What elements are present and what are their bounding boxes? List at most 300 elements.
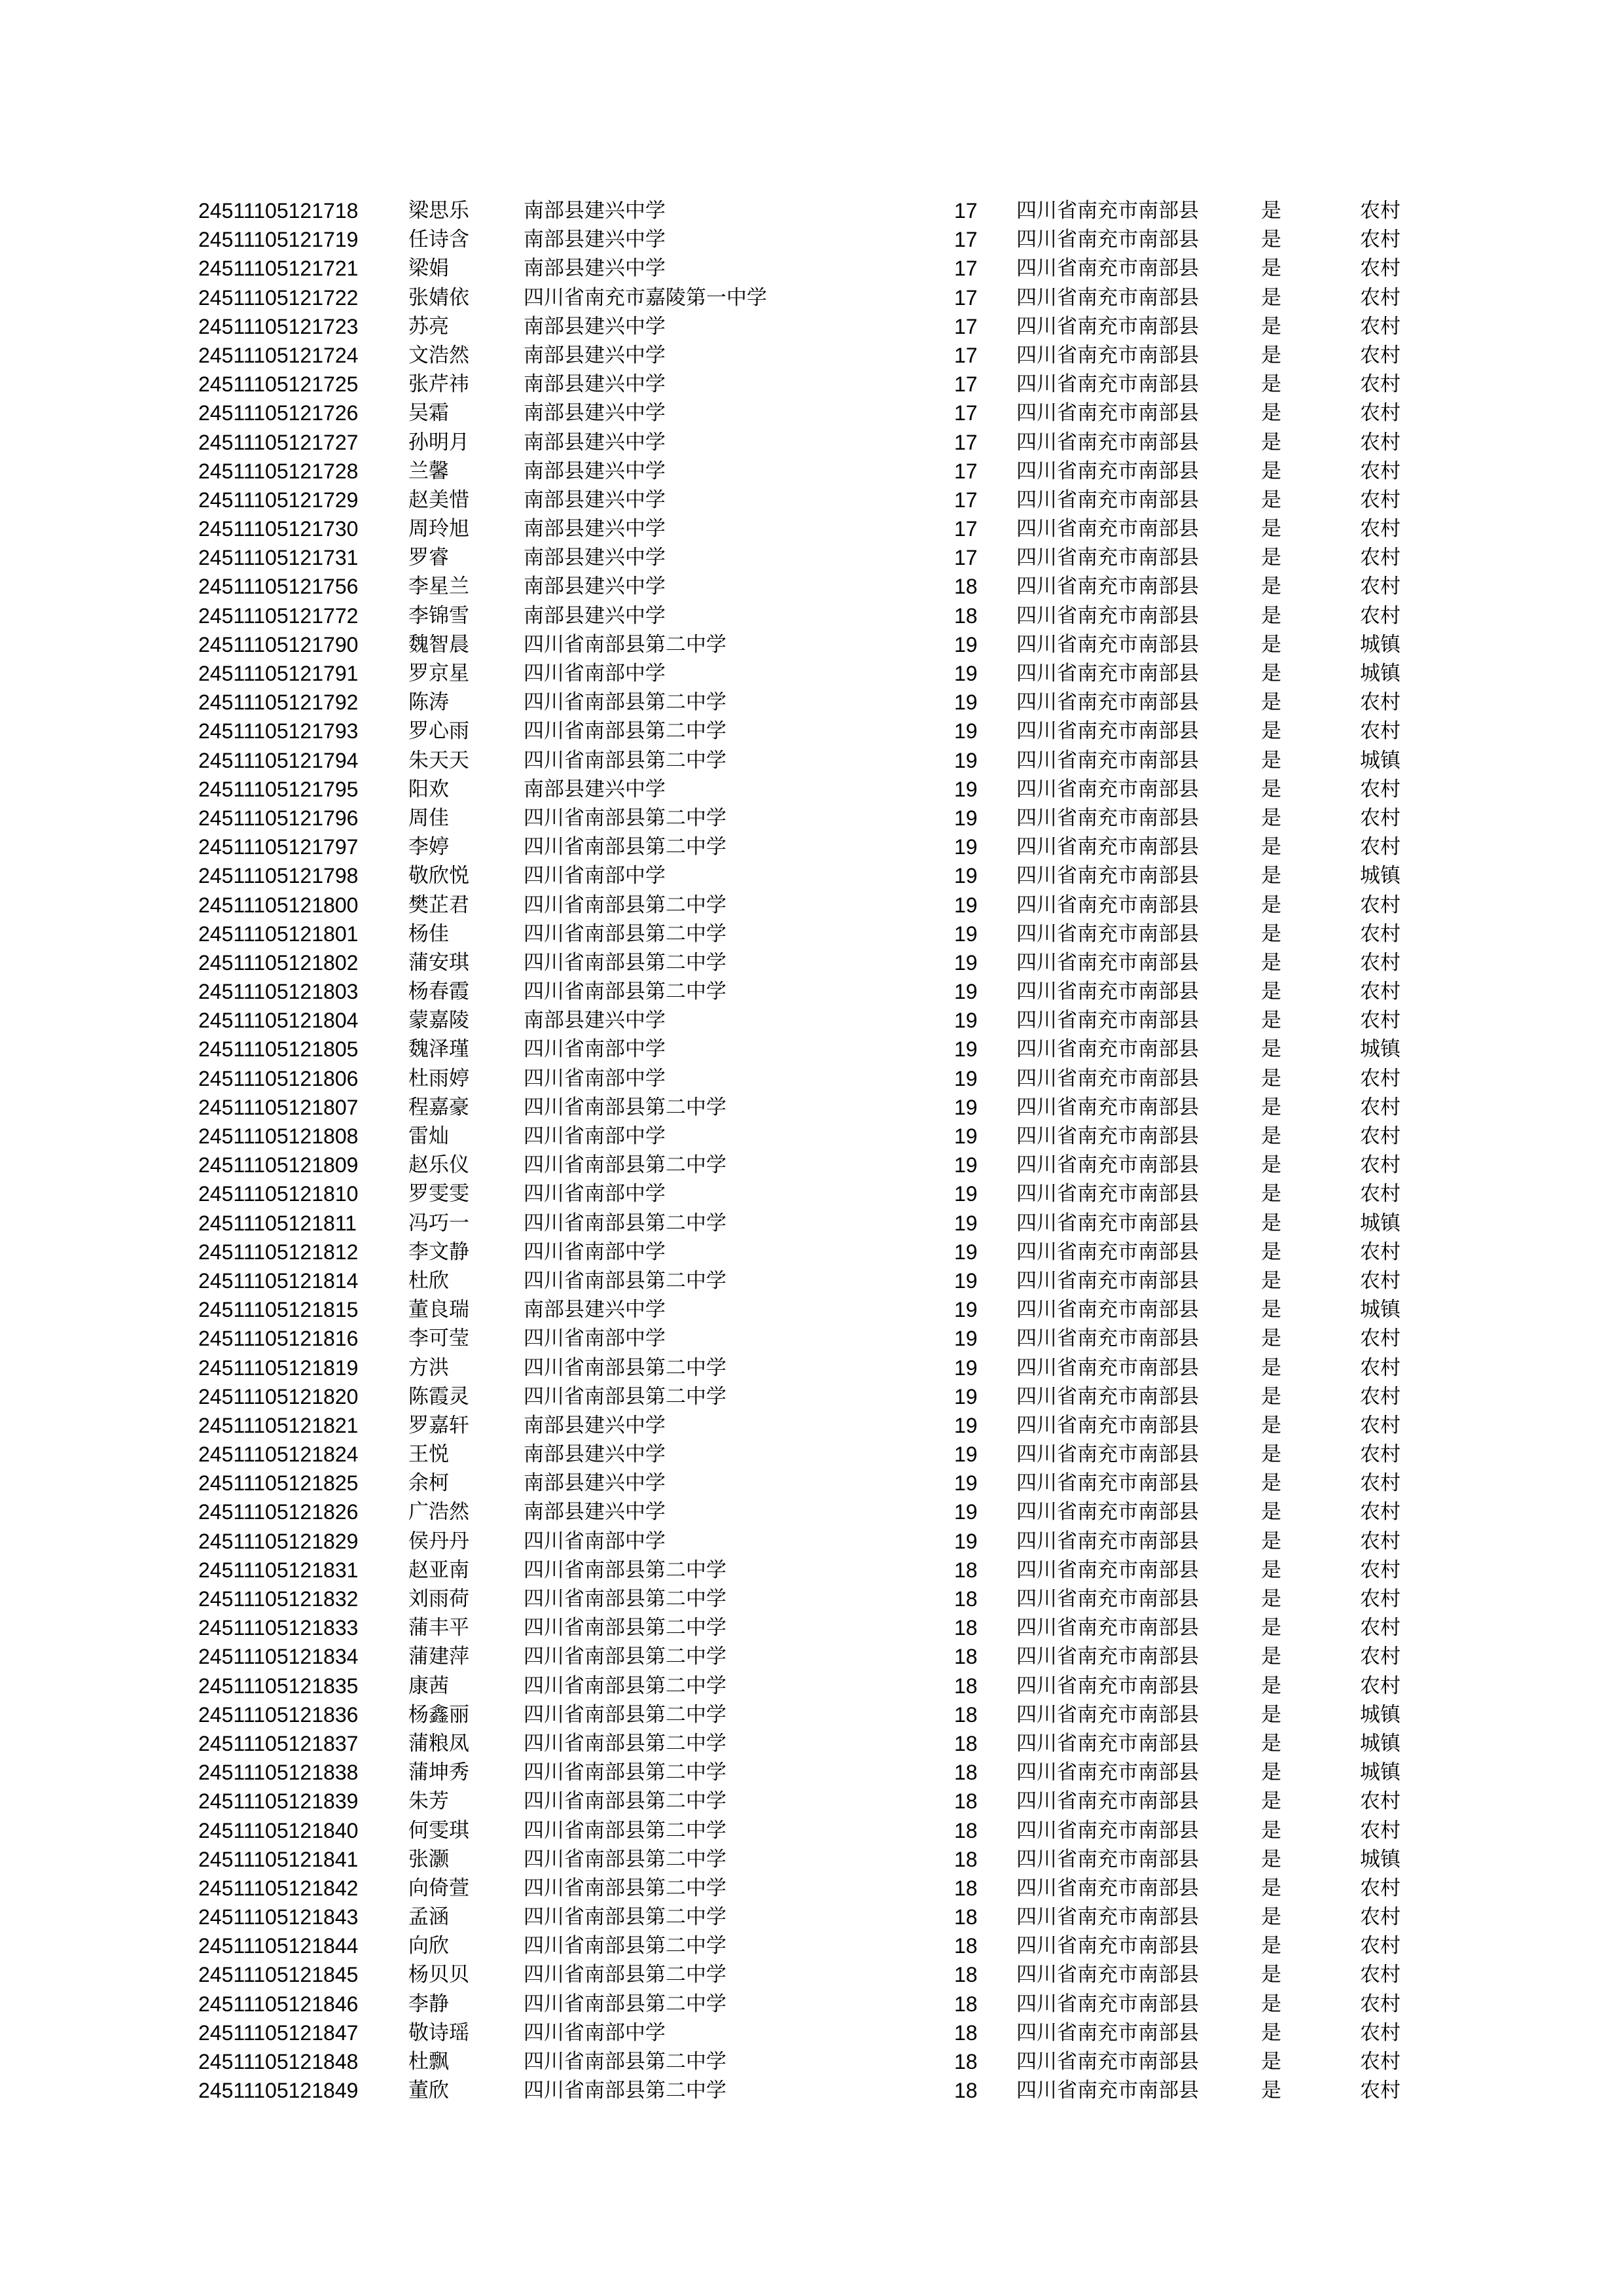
table-row [0, 370, 1623, 399]
table-row [0, 1382, 1623, 1411]
age-cell: 17 [954, 257, 978, 281]
exam-id-cell: 24511105121725 [198, 372, 359, 397]
region-cell: 四川省南充市南部县 [1016, 459, 1199, 483]
flag-cell: 是 [1261, 257, 1281, 281]
school-cell: 四川省南部县第二中学 [524, 1847, 726, 1871]
flag-cell: 是 [1261, 1384, 1281, 1408]
student-name-cell: 孟涵 [408, 1905, 449, 1929]
flag-cell: 是 [1261, 748, 1281, 772]
household-type-cell: 城镇 [1360, 748, 1400, 772]
age-cell: 18 [954, 1761, 978, 1785]
household-type-cell: 农村 [1360, 1182, 1400, 1206]
age-cell: 19 [954, 950, 978, 975]
household-type-cell: 农村 [1360, 1587, 1400, 1611]
student-name-cell: 向欣 [408, 1934, 449, 1958]
school-cell: 南部县建兴中学 [524, 546, 666, 570]
student-name-cell: 任诗含 [408, 228, 469, 252]
household-type-cell: 农村 [1360, 1905, 1400, 1929]
exam-id-cell: 24511105121792 [198, 691, 359, 715]
household-type-cell: 农村 [1360, 1443, 1400, 1467]
flag-cell: 是 [1261, 1529, 1281, 1553]
table-row [0, 1064, 1623, 1093]
exam-id-cell: 24511105121772 [198, 603, 359, 628]
household-type-cell: 农村 [1360, 1009, 1400, 1033]
student-name-cell: 朱芳 [408, 1789, 449, 1814]
household-type-cell: 农村 [1360, 806, 1400, 830]
region-cell: 四川省南充市南部县 [1016, 1934, 1199, 1958]
region-cell: 四川省南充市南部县 [1016, 575, 1199, 599]
flag-cell: 是 [1261, 632, 1281, 656]
household-type-cell: 农村 [1360, 1471, 1400, 1496]
school-cell: 四川省南部县第二中学 [524, 1095, 726, 1119]
school-cell: 四川省南部县第二中学 [524, 1761, 726, 1785]
school-cell: 南部县建兴中学 [524, 1443, 666, 1467]
region-cell: 四川省南充市南部县 [1016, 1529, 1199, 1553]
table-row [0, 920, 1623, 948]
student-name-cell: 杨佳 [408, 922, 449, 946]
student-name-cell: 陈涛 [408, 691, 449, 715]
school-cell: 南部县建兴中学 [524, 603, 666, 628]
student-name-cell: 罗雯雯 [408, 1182, 469, 1206]
school-cell: 四川省南部县第二中学 [524, 1211, 726, 1235]
exam-id-cell: 24511105121807 [198, 1095, 359, 1119]
school-cell: 四川省南部县第二中学 [524, 2079, 726, 2103]
region-cell: 四川省南充市南部县 [1016, 1211, 1199, 1235]
school-cell: 南部县建兴中学 [524, 372, 666, 397]
student-name-cell: 杜飘 [408, 2050, 449, 2073]
table-row [0, 1035, 1623, 1064]
flag-cell: 是 [1261, 459, 1281, 483]
student-name-cell: 康茜 [408, 1674, 449, 1698]
student-name-cell: 杨鑫丽 [408, 1702, 469, 1727]
school-cell: 四川省南部县第二中学 [524, 922, 726, 946]
region-cell: 四川省南充市南部县 [1016, 1847, 1199, 1871]
student-name-cell: 李可莹 [408, 1327, 469, 1351]
flag-cell: 是 [1261, 575, 1281, 599]
table-row [0, 2076, 1623, 2105]
school-cell: 四川省南部县第二中学 [524, 1355, 726, 1380]
school-cell: 四川省南部县第二中学 [524, 980, 726, 1004]
flag-cell: 是 [1261, 719, 1281, 744]
student-name-cell: 杨春霞 [408, 980, 469, 1004]
age-cell: 17 [954, 401, 978, 425]
region-cell: 四川省南充市南部县 [1016, 2079, 1199, 2103]
age-cell: 18 [954, 1702, 978, 1727]
table-row [0, 1700, 1623, 1729]
region-cell: 四川省南充市南部县 [1016, 372, 1199, 397]
student-name-cell: 李静 [408, 1992, 449, 2016]
age-cell: 19 [954, 1443, 978, 1467]
region-cell: 四川省南充市南部县 [1016, 632, 1199, 656]
household-type-cell: 农村 [1360, 1963, 1400, 1987]
student-name-cell: 余柯 [408, 1471, 449, 1496]
exam-id-cell: 24511105121824 [198, 1443, 359, 1467]
school-cell: 四川省南部中学 [524, 2020, 666, 2045]
table-row [0, 977, 1623, 1006]
school-cell: 南部县建兴中学 [524, 575, 666, 599]
region-cell: 四川省南充市南部县 [1016, 719, 1199, 744]
flag-cell: 是 [1261, 488, 1281, 512]
exam-id-cell: 24511105121837 [198, 1731, 359, 1755]
exam-id-cell: 24511105121814 [198, 1268, 359, 1293]
household-type-cell: 农村 [1360, 314, 1400, 338]
household-type-cell: 城镇 [1360, 1847, 1400, 1871]
exam-id-cell: 24511105121801 [198, 922, 359, 946]
age-cell: 17 [954, 430, 978, 454]
household-type-cell: 农村 [1360, 719, 1400, 744]
flag-cell: 是 [1261, 1298, 1281, 1322]
exam-id-cell: 24511105121727 [198, 430, 359, 454]
household-type-cell: 农村 [1360, 343, 1400, 367]
exam-id-cell: 24511105121832 [198, 1587, 359, 1611]
student-name-cell: 敬诗瑶 [408, 2020, 469, 2045]
exam-id-cell: 24511105121756 [198, 575, 359, 599]
age-cell: 18 [954, 1818, 978, 1842]
region-cell: 四川省南充市南部县 [1016, 314, 1199, 338]
household-type-cell: 农村 [1360, 1934, 1400, 1958]
region-cell: 四川省南充市南部县 [1016, 950, 1199, 975]
household-type-cell: 农村 [1360, 1413, 1400, 1437]
household-type-cell: 农村 [1360, 285, 1400, 310]
household-type-cell: 城镇 [1360, 662, 1400, 685]
household-type-cell: 农村 [1360, 893, 1400, 917]
exam-id-cell: 24511105121821 [198, 1413, 359, 1437]
flag-cell: 是 [1261, 1124, 1281, 1148]
age-cell: 17 [954, 546, 978, 570]
age-cell: 18 [954, 603, 978, 628]
household-type-cell: 农村 [1360, 1674, 1400, 1698]
student-name-cell: 董良瑞 [408, 1298, 469, 1322]
table-row [0, 601, 1623, 630]
region-cell: 四川省南充市南部县 [1016, 835, 1199, 859]
student-name-cell: 程嘉豪 [408, 1095, 469, 1119]
region-cell: 四川省南充市南部县 [1016, 1818, 1199, 1842]
age-cell: 19 [954, 835, 978, 859]
exam-id-cell: 24511105121843 [198, 1905, 359, 1929]
table-row [0, 1960, 1623, 1989]
flag-cell: 是 [1261, 1443, 1281, 1467]
student-name-cell: 赵亚南 [408, 1558, 469, 1582]
age-cell: 18 [954, 1934, 978, 1958]
flag-cell: 是 [1261, 430, 1281, 454]
table-row [0, 1093, 1623, 1122]
exam-id-cell: 24511105121811 [198, 1211, 357, 1235]
region-cell: 四川省南充市南部县 [1016, 546, 1199, 570]
household-type-cell: 城镇 [1360, 1731, 1400, 1755]
household-type-cell: 农村 [1360, 1876, 1400, 1900]
table-row [0, 1354, 1623, 1382]
age-cell: 19 [954, 1211, 978, 1235]
region-cell: 四川省南充市南部县 [1016, 1674, 1199, 1698]
student-name-cell: 敬欣悦 [408, 864, 469, 888]
exam-id-cell: 24511105121808 [198, 1124, 359, 1148]
age-cell: 17 [954, 372, 978, 397]
exam-id-cell: 24511105121726 [198, 401, 359, 425]
age-cell: 19 [954, 1009, 978, 1033]
age-cell: 18 [954, 1847, 978, 1871]
school-cell: 南部县建兴中学 [524, 459, 666, 483]
table-row [0, 659, 1623, 688]
household-type-cell: 农村 [1360, 603, 1400, 628]
table-row [0, 428, 1623, 457]
household-type-cell: 农村 [1360, 257, 1400, 281]
student-name-cell: 蒲建萍 [408, 1645, 469, 1669]
household-type-cell: 农村 [1360, 777, 1400, 801]
exam-id-cell: 24511105121839 [198, 1789, 359, 1814]
school-cell: 四川省南部县第二中学 [524, 1876, 726, 1900]
student-name-cell: 文浩然 [408, 343, 469, 367]
school-cell: 四川省南部县第二中学 [524, 1587, 726, 1611]
student-name-cell: 方洪 [408, 1355, 449, 1380]
school-cell: 四川省南部中学 [524, 1066, 666, 1090]
flag-cell: 是 [1261, 1558, 1281, 1582]
table-row [0, 1209, 1623, 1238]
student-name-cell: 阳欢 [408, 777, 449, 801]
region-cell: 四川省南充市南部县 [1016, 1587, 1199, 1611]
household-type-cell: 农村 [1360, 401, 1400, 425]
exam-id-cell: 24511105121806 [198, 1066, 359, 1090]
school-cell: 南部县建兴中学 [524, 1009, 666, 1033]
region-cell: 四川省南充市南部县 [1016, 2020, 1199, 2045]
table-row [0, 1729, 1623, 1758]
table-row [0, 283, 1623, 312]
flag-cell: 是 [1261, 980, 1281, 1004]
exam-id-cell: 24511105121721 [198, 257, 359, 281]
household-type-cell: 农村 [1360, 1240, 1400, 1264]
household-type-cell: 农村 [1360, 1268, 1400, 1293]
school-cell: 四川省南部县第二中学 [524, 1789, 726, 1814]
flag-cell: 是 [1261, 1327, 1281, 1351]
household-type-cell: 农村 [1360, 1066, 1400, 1090]
school-cell: 南部县建兴中学 [524, 488, 666, 512]
school-cell: 四川省南部县第二中学 [524, 1934, 726, 1958]
age-cell: 19 [954, 1066, 978, 1090]
household-type-cell: 农村 [1360, 1500, 1400, 1524]
flag-cell: 是 [1261, 1182, 1281, 1206]
region-cell: 四川省南充市南部县 [1016, 257, 1199, 281]
table-row [0, 804, 1623, 833]
age-cell: 19 [954, 1355, 978, 1380]
age-cell: 18 [954, 1992, 978, 2016]
flag-cell: 是 [1261, 1645, 1281, 1669]
household-type-cell: 农村 [1360, 199, 1400, 223]
region-cell: 四川省南充市南部县 [1016, 285, 1199, 310]
roster-table [0, 196, 1623, 2105]
exam-id-cell: 24511105121731 [198, 546, 359, 570]
household-type-cell: 农村 [1360, 1355, 1400, 1380]
exam-id-cell: 24511105121793 [198, 719, 359, 744]
student-name-cell: 冯巧一 [408, 1211, 469, 1235]
region-cell: 四川省南充市南部县 [1016, 1095, 1199, 1119]
student-name-cell: 杜欣 [408, 1268, 449, 1293]
region-cell: 四川省南充市南部县 [1016, 1761, 1199, 1785]
table-row [0, 1758, 1623, 1787]
student-name-cell: 杜雨婷 [408, 1066, 469, 1090]
age-cell: 19 [954, 1529, 978, 1553]
flag-cell: 是 [1261, 2079, 1281, 2103]
table-row [0, 486, 1623, 514]
student-name-cell: 赵美惜 [408, 488, 469, 512]
household-type-cell: 农村 [1360, 546, 1400, 570]
table-row [0, 514, 1623, 543]
flag-cell: 是 [1261, 1355, 1281, 1380]
region-cell: 四川省南充市南部县 [1016, 1327, 1199, 1351]
region-cell: 四川省南充市南部县 [1016, 1066, 1199, 1090]
student-name-cell: 广浩然 [408, 1500, 469, 1524]
flag-cell: 是 [1261, 1789, 1281, 1814]
exam-id-cell: 24511105121802 [198, 950, 359, 975]
student-name-cell: 杨贝贝 [408, 1963, 469, 1987]
school-cell: 南部县建兴中学 [524, 430, 666, 454]
student-name-cell: 樊芷君 [408, 893, 469, 917]
student-name-cell: 蒲坤秀 [408, 1761, 469, 1785]
region-cell: 四川省南充市南部县 [1016, 517, 1199, 541]
table-row [0, 1527, 1623, 1556]
flag-cell: 是 [1261, 228, 1281, 252]
school-cell: 南部县建兴中学 [524, 1298, 666, 1322]
age-cell: 19 [954, 1327, 978, 1351]
region-cell: 四川省南充市南部县 [1016, 1355, 1199, 1380]
age-cell: 18 [954, 1645, 978, 1669]
school-cell: 四川省南部县第二中学 [524, 1674, 726, 1698]
exam-id-cell: 24511105121842 [198, 1876, 359, 1900]
region-cell: 四川省南充市南部县 [1016, 691, 1199, 715]
household-type-cell: 城镇 [1360, 1298, 1400, 1322]
school-cell: 南部县建兴中学 [524, 777, 666, 801]
exam-id-cell: 24511105121846 [198, 1992, 359, 2016]
flag-cell: 是 [1261, 835, 1281, 859]
school-cell: 四川省南充市嘉陵第一中学 [524, 285, 767, 310]
household-type-cell: 城镇 [1360, 1037, 1400, 1062]
household-type-cell: 城镇 [1360, 1211, 1400, 1235]
exam-id-cell: 24511105121833 [198, 1616, 359, 1640]
school-cell: 四川省南部中学 [524, 1037, 666, 1062]
exam-id-cell: 24511105121790 [198, 632, 359, 656]
flag-cell: 是 [1261, 1413, 1281, 1437]
age-cell: 18 [954, 1558, 978, 1582]
table-row [0, 1874, 1623, 1903]
region-cell: 四川省南充市南部县 [1016, 1876, 1199, 1900]
flag-cell: 是 [1261, 314, 1281, 338]
flag-cell: 是 [1261, 1818, 1281, 1842]
exam-id-cell: 24511105121845 [198, 1963, 359, 1987]
school-cell: 四川省南部县第二中学 [524, 835, 726, 859]
household-type-cell: 城镇 [1360, 864, 1400, 888]
household-type-cell: 农村 [1360, 1327, 1400, 1351]
region-cell: 四川省南充市南部县 [1016, 806, 1199, 830]
age-cell: 17 [954, 517, 978, 541]
school-cell: 四川省南部县第二中学 [524, 893, 726, 917]
exam-id-cell: 24511105121804 [198, 1009, 359, 1033]
household-type-cell: 农村 [1360, 372, 1400, 397]
exam-id-cell: 24511105121831 [198, 1558, 359, 1582]
exam-id-cell: 24511105121826 [198, 1500, 359, 1524]
table-row [0, 1787, 1623, 1816]
household-type-cell: 农村 [1360, 575, 1400, 599]
household-type-cell: 农村 [1360, 950, 1400, 975]
school-cell: 四川省南部县第二中学 [524, 1268, 726, 1293]
region-cell: 四川省南充市南部县 [1016, 603, 1199, 628]
age-cell: 17 [954, 228, 978, 252]
age-cell: 19 [954, 1182, 978, 1206]
table-row [0, 1556, 1623, 1585]
student-name-cell: 雷灿 [408, 1124, 449, 1148]
student-name-cell: 蒲丰平 [408, 1616, 469, 1640]
school-cell: 南部县建兴中学 [524, 199, 666, 223]
age-cell: 18 [954, 2050, 978, 2073]
school-cell: 四川省南部县第二中学 [524, 1818, 726, 1842]
exam-id-cell: 24511105121825 [198, 1471, 359, 1496]
student-name-cell: 向倚萱 [408, 1876, 469, 1900]
exam-id-cell: 24511105121838 [198, 1761, 359, 1785]
table-row [0, 254, 1623, 283]
table-row [0, 948, 1623, 977]
school-cell: 南部县建兴中学 [524, 314, 666, 338]
region-cell: 四川省南充市南部县 [1016, 401, 1199, 425]
table-row [0, 630, 1623, 659]
region-cell: 四川省南充市南部县 [1016, 1037, 1199, 1062]
student-name-cell: 李婷 [408, 835, 449, 859]
flag-cell: 是 [1261, 950, 1281, 975]
age-cell: 19 [954, 1124, 978, 1148]
table-row [0, 1613, 1623, 1642]
household-type-cell: 城镇 [1360, 1761, 1400, 1785]
table-row [0, 1324, 1623, 1353]
region-cell: 四川省南充市南部县 [1016, 1268, 1199, 1293]
student-name-cell: 魏智晨 [408, 632, 469, 656]
region-cell: 四川省南充市南部县 [1016, 662, 1199, 685]
age-cell: 19 [954, 864, 978, 888]
student-name-cell: 侯丹丹 [408, 1529, 469, 1553]
student-name-cell: 吴霜 [408, 401, 449, 425]
household-type-cell: 农村 [1360, 1558, 1400, 1582]
age-cell: 19 [954, 1095, 978, 1119]
region-cell: 四川省南充市南部县 [1016, 748, 1199, 772]
household-type-cell: 农村 [1360, 980, 1400, 1004]
age-cell: 19 [954, 719, 978, 744]
student-name-cell: 兰馨 [408, 459, 449, 483]
school-cell: 四川省南部县第二中学 [524, 1702, 726, 1727]
age-cell: 18 [954, 1876, 978, 1900]
school-cell: 南部县建兴中学 [524, 1471, 666, 1496]
school-cell: 南部县建兴中学 [524, 1413, 666, 1437]
household-type-cell: 城镇 [1360, 632, 1400, 656]
region-cell: 四川省南充市南部县 [1016, 430, 1199, 454]
school-cell: 四川省南部中学 [524, 1327, 666, 1351]
age-cell: 18 [954, 2079, 978, 2103]
flag-cell: 是 [1261, 603, 1281, 628]
exam-id-cell: 24511105121805 [198, 1037, 359, 1062]
region-cell: 四川省南充市南部县 [1016, 1124, 1199, 1148]
flag-cell: 是 [1261, 864, 1281, 888]
table-row [0, 196, 1623, 225]
flag-cell: 是 [1261, 1963, 1281, 1987]
table-row [0, 1179, 1623, 1208]
region-cell: 四川省南充市南部县 [1016, 1731, 1199, 1755]
region-cell: 四川省南充市南部县 [1016, 1240, 1199, 1264]
flag-cell: 是 [1261, 1761, 1281, 1785]
exam-id-cell: 24511105121803 [198, 980, 359, 1004]
table-row [0, 1672, 1623, 1700]
age-cell: 19 [954, 980, 978, 1004]
household-type-cell: 农村 [1360, 1789, 1400, 1814]
flag-cell: 是 [1261, 1992, 1281, 2016]
student-name-cell: 梁娟 [408, 257, 449, 281]
age-cell: 19 [954, 1240, 978, 1264]
school-cell: 南部县建兴中学 [524, 257, 666, 281]
household-type-cell: 农村 [1360, 2079, 1400, 2103]
region-cell: 四川省南充市南部县 [1016, 1789, 1199, 1814]
